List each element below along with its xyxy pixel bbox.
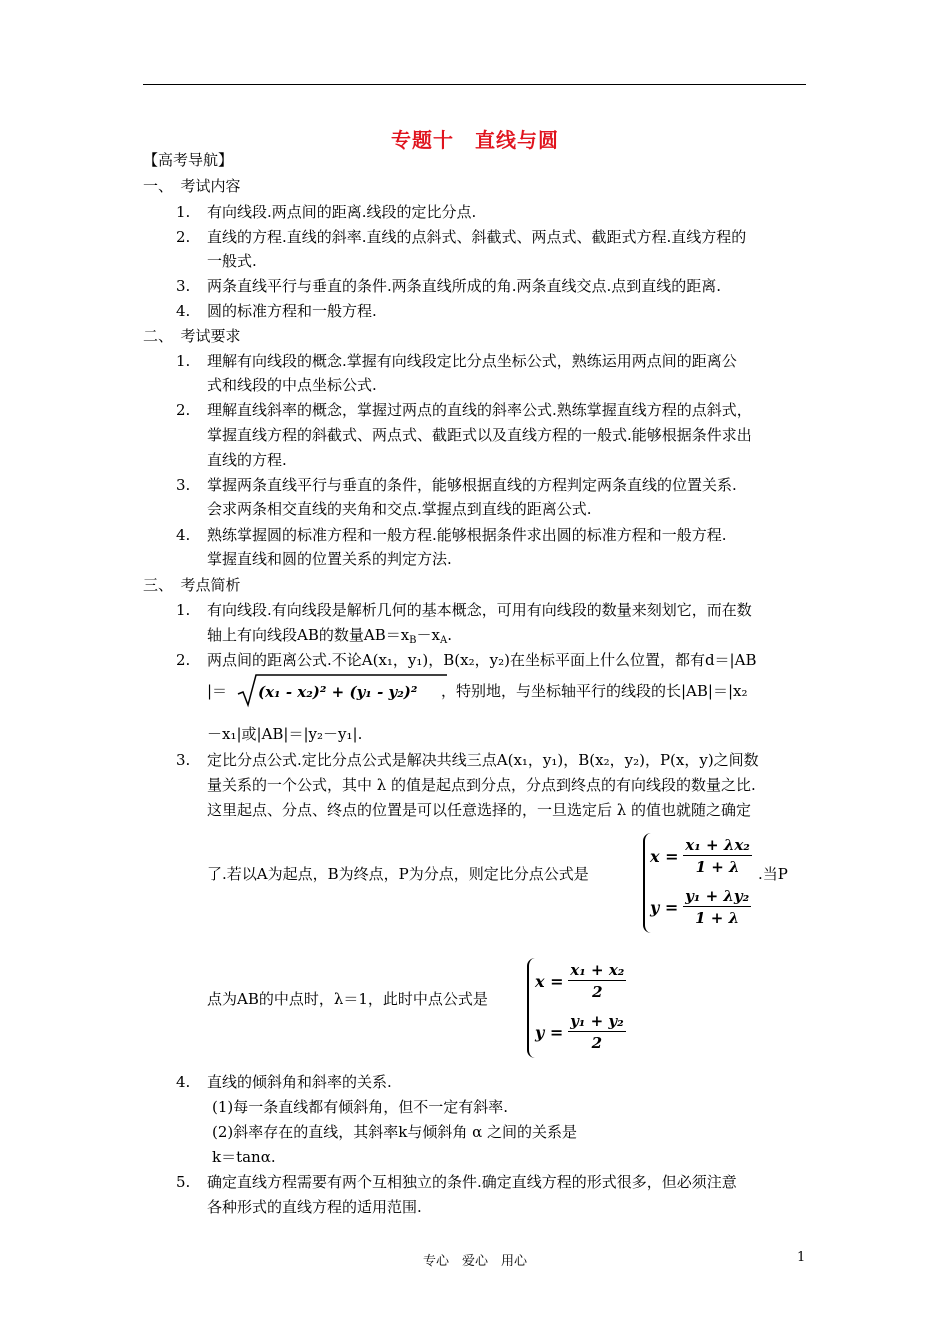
footer-text: 专心 爱心 用心: [422, 1254, 527, 1269]
list-subitem: k＝tanα.: [212, 1148, 276, 1166]
list-item: 直线的倾斜角和斜率的关系.: [207, 1073, 392, 1091]
denominator: 1 + λ: [695, 858, 740, 876]
fraction: [568, 960, 626, 1003]
list-item: 有向线段.两点间的距离.线段的定比分点.: [207, 203, 477, 221]
list-item: 有向线段.有向线段是解析几何的基本概念，可用有向线段的数量来刻划它，而在数: [207, 601, 752, 619]
list-item: ，特别地，与坐标轴平行的线段的长|AB|＝|x₂: [441, 682, 748, 700]
list-number: 4.: [176, 302, 191, 320]
denominator: 2: [592, 983, 603, 1001]
list-item: 量关系的一个公式，其中 λ 的值是起点到分点，分点到终点的有向线段的数量之比.: [207, 776, 756, 794]
page-title: 专题十 直线与圆: [391, 128, 559, 152]
list-item: 直线的方程.: [207, 451, 287, 469]
list-item: 一般式.: [207, 252, 257, 270]
header-rule: [143, 84, 806, 85]
list-item: 式和线段的中点坐标公式.: [207, 376, 377, 394]
denominator: 2: [591, 1034, 603, 1052]
numerator: y₁ + λy₂: [685, 887, 750, 905]
list-number: 4.: [176, 1073, 191, 1091]
list-item: 这里起点、分点、终点的位置是可以任意选择的，一旦选定后 λ 的值也就随之确定: [207, 801, 752, 819]
list-item: 两点间的距离公式.不论A(x₁，y₁)，B(x₂，y₂)在坐标平面上什么位置，都有d＝|AB: [207, 651, 757, 669]
numerator: x₁ + x₂: [570, 961, 625, 979]
list-item: 两条直线平行与垂直的条件.两条直线所成的角.两条直线交点.点到直线的距离.: [207, 277, 722, 295]
list-item: 点为AB的中点时，λ＝1，此时中点公式是: [207, 990, 488, 1008]
list-subitem: (1)每一条直线都有倾斜角，但不一定有斜率.: [212, 1098, 509, 1116]
list-item: 掌握直线和圆的位置关系的判定方法.: [207, 550, 452, 568]
list-item: 直线的方程.直线的斜率.直线的点斜式、斜截式、两点式、截距式方程.直线方程的: [207, 228, 747, 246]
list-item: 熟练掌握圆的标准方程和一般方程.能够根据条件求出圆的标准方程和一般方程.: [207, 526, 727, 544]
list-item: 掌握直线方程的斜截式、两点式、截距式以及直线方程的一般式.能够根据条件求出: [207, 426, 752, 444]
section-formula-x: [650, 835, 752, 878]
list-item: |＝: [207, 682, 228, 700]
var-x: x =: [535, 972, 564, 991]
var-y: y =: [650, 898, 679, 917]
list-item: 理解有向线段的概念.掌握有向线段定比分点坐标公式，熟练运用两点间的距离公: [207, 352, 737, 370]
list-number: 3.: [176, 476, 191, 494]
section-heading: 二、 考试要求: [143, 327, 241, 345]
midpoint-formula-x: [535, 960, 626, 1003]
fraction: [683, 886, 751, 929]
section-heading: 一、 考试内容: [143, 177, 241, 195]
section-heading: 三、 考点简析: [143, 576, 241, 594]
section-formula-y: [650, 886, 751, 929]
fraction: [568, 1011, 626, 1054]
list-item: －x₁|或|AB|＝|y₂－y₁|.: [207, 725, 363, 743]
var-x: x =: [650, 847, 679, 866]
fraction: [683, 835, 752, 878]
list-number: 1.: [176, 601, 191, 619]
numerator: x₁ + λx₂: [685, 836, 750, 854]
nav-heading: 【高考导航】: [143, 151, 234, 169]
text-run: 轴上有向线段AB的数量AB＝x: [207, 626, 410, 644]
numerator: y₁ + y₂: [570, 1012, 624, 1030]
list-item: 会求两条相交直线的夹角和交点.掌握点到直线的距离公式.: [207, 500, 592, 518]
list-number: 3.: [176, 277, 191, 295]
list-item: 理解直线斜率的概念，掌握过两点的直线的斜率公式.熟练掌握直线方程的点斜式，: [207, 401, 752, 419]
var-y: y =: [535, 1023, 564, 1042]
list-item: [207, 626, 452, 650]
list-number: 1.: [176, 352, 191, 370]
list-item: .当P: [758, 865, 788, 883]
list-item: 圆的标准方程和一般方程.: [207, 302, 377, 320]
list-number: 1.: [176, 203, 191, 221]
list-number: 2.: [176, 228, 191, 246]
page-number: 1: [797, 1250, 806, 1265]
subscript: A: [440, 635, 448, 646]
midpoint-formula-y: [535, 1011, 626, 1054]
list-subitem: (2)斜率存在的直线，其斜率k与倾斜角 α 之间的关系是: [212, 1123, 578, 1141]
list-number: 2.: [176, 651, 191, 669]
list-item: 确定直线方程需要有两个互相独立的条件.确定直线方程的形式很多，但必须注意: [207, 1173, 737, 1191]
distance-formula: (x₁ - x₂)² + (y₁ - y₂)²: [258, 683, 418, 701]
list-item: 掌握两条直线平行与垂直的条件，能够根据直线的方程判定两条直线的位置关系.: [207, 476, 737, 494]
list-number: 5.: [176, 1173, 191, 1191]
list-item: 各种形式的直线方程的适用范围.: [207, 1198, 422, 1216]
list-item: 定比分点公式.定比分点公式是解决共线三点A(x₁，y₁)，B(x₂，y₂)，P(x，y)之间数: [207, 751, 759, 769]
list-item: 了.若以A为起点，B为终点，P为分点，则定比分点公式是: [207, 865, 589, 883]
subscript: B: [409, 635, 417, 646]
text-run: .: [447, 626, 453, 644]
list-number: 2.: [176, 401, 191, 419]
denominator: 1 + λ: [695, 909, 740, 927]
list-number: 3.: [176, 751, 191, 769]
text-run: －x: [416, 626, 440, 644]
list-number: 4.: [176, 526, 191, 544]
